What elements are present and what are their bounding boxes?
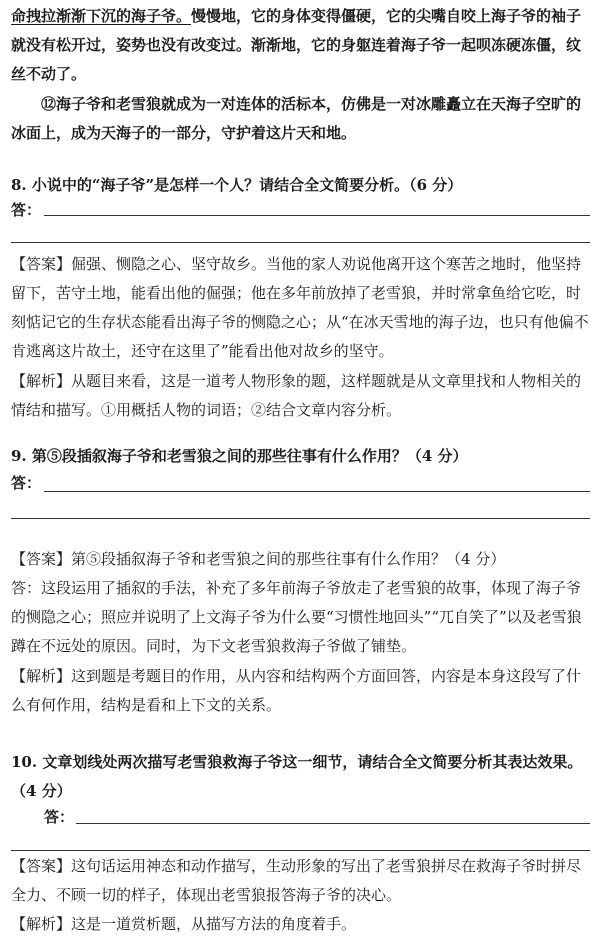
answer-line-10a (76, 823, 590, 824)
answer-label-8: 答： (11, 201, 42, 219)
answer-line-10b (11, 850, 590, 851)
analysis-8: 【解析】从题目来看，这是一道考人物形象的题，这样题就是从文章里找和人物相关的情结和描写。①用概括人物的词语；②结合文章内容分析。 (11, 372, 582, 419)
underlined-phrase: 命拽拉渐渐下沉的海子爷。 (11, 7, 192, 25)
answer-label-10: 答： (44, 808, 75, 826)
passage-paragraph-12: ⑫海子爷和老雪狼就成为一对连体的活标本，仿佛是一对冰雕矗立在天海子空旷的冰面上，成为天海子的一部分，守护着这片天和地。 (11, 95, 582, 142)
answer-9: 答：这段运用了插叙的手法，补充了多年前海子爷放走了老雪狼的故事，体现了海子爷的恻隐之心；照应并说明了上文海子爷为什么要“习惯性地回头”“兀自笑了”以及老雪狼蹲在不远处的原因。同时，为下文老雪狼救海子爷做了铺垫。 (11, 579, 582, 655)
analysis-10: 【解析】这是一道赏析题，从描写方法的角度着手。 (11, 915, 357, 933)
analysis-9: 【解析】这到题是考题目的作用，从内容和结构两个方面回答，内容是本身这段写了什么有何作用，结构是看和上下文的关系。 (11, 667, 582, 714)
question-8: 8. 小说中的“海子爷”是怎样一个人？请结合全文简要分析。（6 分） (11, 176, 463, 194)
answer-9-restated-question: 【答案】第⑤段插叙海子爷和老雪狼之间的那些往事有什么作用？（4 分） (11, 550, 506, 568)
passage-paragraph-11: 命拽拉渐渐下沉的海子爷。慢慢地，它的身体变得僵硬，它的尖嘴自咬上海子爷的袖子就没有松开过，姿势也没有改变过。渐渐地，它的身躯连着海子爷一起呗冻硬冻僵，纹丝不动了。 (11, 7, 582, 83)
question-10: 10. 文章划线处两次描写老雪狼救海子爷这一细节，请结合全文简要分析其表达效果。（4 分） (11, 753, 583, 800)
answer-label-9: 答： (11, 474, 42, 492)
answer-8: 【答案】倔强、恻隐之心、坚守故乡。当他的家人劝说他离开这个寒苦之地时，他坚持留下，苦守土地，能看出他的倔强；他在多年前放掉了老雪狼，并时常拿鱼给它吃，时刻惦记它的生存状态能看出海子爷的恻隐之心；从“在冰天雪地的海子边，也只有他偏不肯逃离这片故土，还守在这里了”能看出他对故乡的坚守。 (11, 255, 589, 360)
question-9: 9. 第⑤段插叙海子爷和老雪狼之间的那些往事有什么作用？（4 分） (11, 447, 468, 465)
answer-line-9b (11, 518, 590, 519)
answer-line-9a (44, 491, 590, 492)
answer-10: 【答案】这句话运用神态和动作描写，生动形象的写出了老雪狼拼尽在救海子爷时拼尽全力、不顾一切的样子，体现出老雪狼报答海子爷的决心。 (11, 857, 582, 904)
answer-line-8b (11, 242, 590, 243)
answer-line-8a (44, 215, 590, 216)
